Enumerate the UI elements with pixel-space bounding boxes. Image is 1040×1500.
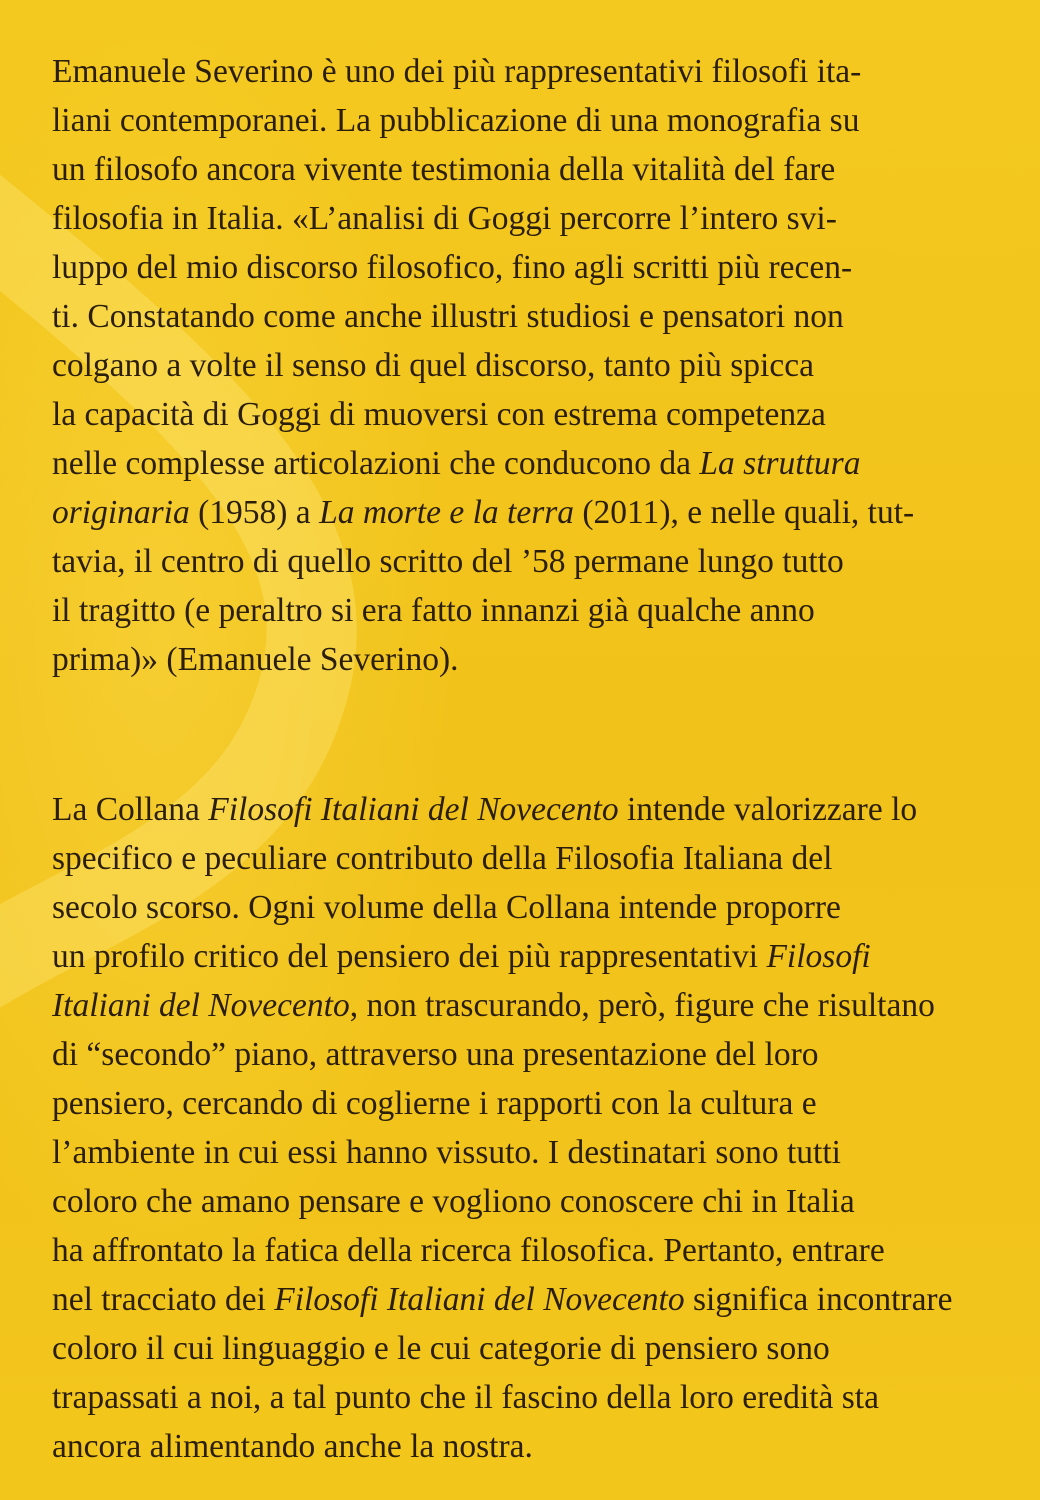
series-title: Italiani del Novecento [52, 987, 350, 1024]
series-paragraph [52, 785, 992, 1471]
text-line: La Collana Filosofi Italiani del Novecento intende valorizzare lo [52, 791, 918, 828]
text-line: pensiero, cercando di coglierne i rapporti con la cultura e [52, 1085, 817, 1122]
text-line: filosofia in Italia. «L’analisi di Goggi percorre l’intero svi- [52, 200, 837, 237]
text-line: coloro il cui linguaggio e le cui categorie di pensiero sono [52, 1330, 830, 1367]
text-line: un filosofo ancora vivente testimonia della vitalità del fare [52, 151, 836, 188]
series-title: Filosofi Italiani del Novecento [208, 791, 619, 828]
text-line: la capacità di Goggi di muoversi con estrema competenza [52, 396, 826, 433]
text-line: Emanuele Severino è uno dei più rappresentativi filosofi ita- [52, 53, 862, 90]
text-line: coloro che amano pensare e vogliono conoscere chi in Italia [52, 1183, 855, 1220]
text-line: prima)» (Emanuele Severino). [52, 641, 459, 678]
text-line: ti. Constatando come anche illustri studiosi e pensatori non [52, 298, 844, 335]
text-line: l’ambiente in cui essi hanno vissuto. I destinatari sono tutti [52, 1134, 841, 1171]
description-paragraph [52, 47, 992, 684]
text-line: un profilo critico del pensiero dei più rappresentativi Filosofi [52, 938, 871, 975]
text-line: ha affrontato la fatica della ricerca filosofica. Pertanto, entrare [52, 1232, 885, 1269]
text-line: nelle complesse articolazioni che conducono da La struttura [52, 445, 861, 482]
text-line: di “secondo” piano, attraverso una presentazione del loro [52, 1036, 819, 1073]
text-line: tavia, il centro di quello scritto del ’58 permane lungo tutto [52, 543, 844, 580]
text-line: Italiani del Novecento, non trascurando, però, figure che risultano [52, 987, 935, 1024]
text-line: secolo scorso. Ogni volume della Collana intende proporre [52, 889, 841, 926]
book-title: originaria [52, 494, 190, 531]
text-line: colgano a volte il senso di quel discorso, tanto più spicca [52, 347, 814, 384]
book-title: La struttura [699, 445, 861, 482]
text-line: ancora alimentando anche la nostra. [52, 1428, 533, 1465]
text-line: il tragitto (e peraltro si era fatto innanzi già qualche anno [52, 592, 815, 629]
text-line: originaria (1958) a La morte e la terra (2011), e nelle quali, tut- [52, 494, 915, 531]
text-line: liani contemporanei. La pubblicazione di una monografia su [52, 102, 860, 139]
text-line: specifico e peculiare contributo della Filosofia Italiana del [52, 840, 833, 877]
text-line: trapassati a noi, a tal punto che il fascino della loro eredità sta [52, 1379, 879, 1416]
book-title: La morte e la terra [319, 494, 575, 531]
text-line: nel tracciato dei Filosofi Italiani del Novecento significa incontrare [52, 1281, 953, 1318]
series-title: Filosofi [766, 938, 871, 975]
text-line: luppo del mio discorso filosofico, fino agli scritti più recen- [52, 249, 853, 286]
series-title: Filosofi Italiani del Novecento [274, 1281, 685, 1318]
